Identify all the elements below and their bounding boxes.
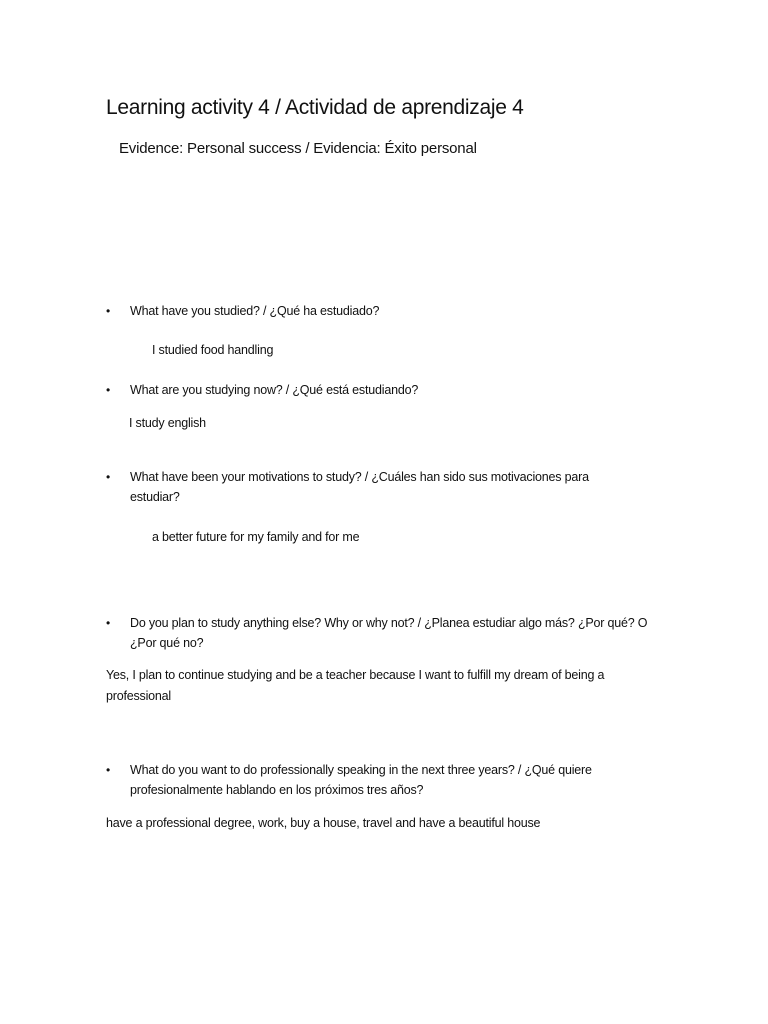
page-title: Learning activity 4 / Actividad de aprendizaje 4 [106, 96, 524, 119]
question-text: What have been your motivations to study? / ¿Cuáles han sido sus motivaciones para estudiar? [130, 470, 589, 504]
question-text: Do you plan to study anything else? Why or why not? / ¿Planea estudiar algo más? ¿Por qué? O ¿Por qué no? [130, 616, 648, 650]
answer-2: I study english [129, 416, 206, 430]
bullet-icon: • [106, 470, 111, 484]
question-text: What do you want to do professionally speaking in the next three years? / ¿Qué quiere profesionalmente hablando en los próximos tres años? [130, 763, 592, 797]
bullet-icon: • [106, 304, 111, 318]
bullet-icon: • [106, 616, 111, 630]
answer-4: Yes, I plan to continue studying and be a teacher because I want to fulfill my dream of being a professional [106, 668, 605, 703]
page-subtitle: Evidence: Personal success / Evidencia: Éxito personal [119, 140, 477, 157]
question-2 [106, 380, 670, 400]
question-text: What are you studying now? / ¿Qué está estudiando? [130, 383, 419, 397]
answer-3: a better future for my family and for me [152, 530, 360, 544]
answer-5: have a professional degree, work, buy a house, travel and have a beautiful house [106, 816, 541, 830]
question-text: What have you studied? / ¿Qué ha estudiado? [130, 304, 380, 318]
question-1 [106, 301, 670, 321]
bullet-icon: • [106, 763, 111, 777]
question-5 [106, 760, 650, 800]
answer-1: I studied food handling [152, 343, 274, 357]
bullet-icon: • [106, 383, 111, 397]
question-4 [106, 613, 665, 653]
question-3 [106, 467, 630, 507]
